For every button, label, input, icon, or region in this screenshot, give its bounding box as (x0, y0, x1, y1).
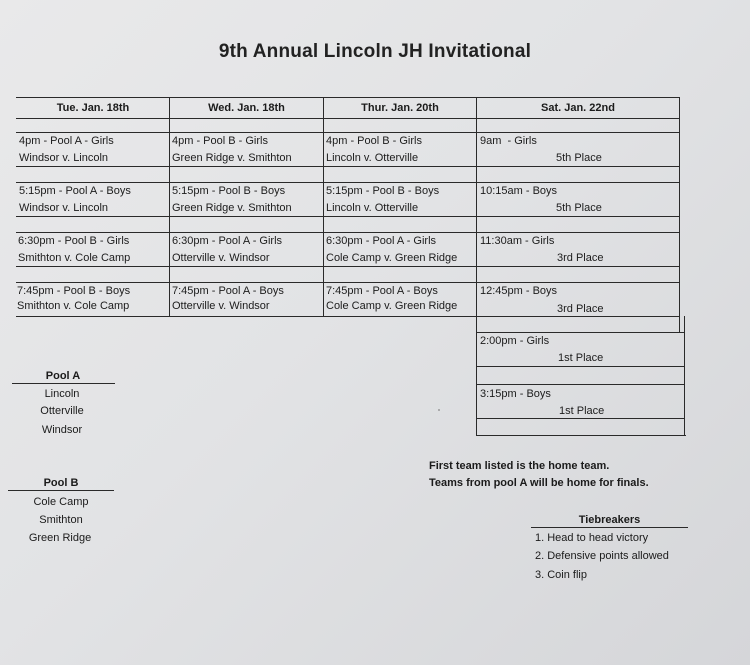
pool-team: Lincoln (44, 388, 80, 400)
game-matchup: Green Ridge v. Smithton (172, 202, 292, 214)
pool-team: Smithton (39, 514, 83, 526)
game-time: 4pm - Pool B - Girls (172, 135, 268, 147)
game-place: 3rd Place (557, 252, 604, 264)
grid-line (476, 332, 685, 333)
grid-line (16, 118, 679, 119)
tiebreaker-item: 2. Defensive points allowed (535, 550, 669, 562)
grid-line (169, 97, 170, 316)
paper-speck (438, 409, 440, 411)
game-place: 5th Place (556, 202, 602, 214)
grid-line (16, 282, 679, 283)
pool-a-heading: Pool A (45, 370, 81, 382)
pool-team: Cole Camp (33, 496, 89, 508)
game-time: 4pm - Pool B - Girls (326, 135, 422, 147)
game-matchup: Cole Camp v. Green Ridge (326, 300, 458, 312)
game-time: 3:15pm - Boys (480, 388, 551, 400)
pool-team: Green Ridge (28, 532, 92, 544)
game-time: 7:45pm - Pool A - Boys (172, 285, 284, 297)
grid-line (476, 97, 477, 436)
game-place: 5th Place (556, 152, 602, 164)
game-time: 5:15pm - Pool A - Boys (19, 185, 131, 197)
tiebreaker-item: 3. Coin flip (535, 569, 587, 581)
grid-line (16, 97, 679, 98)
game-matchup: Lincoln v. Otterville (326, 202, 419, 214)
grid-line (476, 366, 685, 367)
game-matchup: Smithton v. Cole Camp (18, 252, 131, 264)
day-header-wed: Wed. Jan. 18th (208, 102, 285, 114)
grid-line (16, 132, 679, 133)
grid-line (323, 97, 324, 316)
tiebreaker-item: 1. Head to head victory (535, 532, 649, 544)
game-matchup: Windsor v. Lincoln (19, 202, 109, 214)
game-matchup: Smithton v. Cole Camp (17, 300, 130, 312)
home-team-note: First team listed is the home team. (429, 460, 610, 472)
grid-line (16, 166, 679, 167)
grid-line (16, 216, 679, 217)
game-matchup: Otterville v. Windsor (172, 300, 270, 312)
game-matchup: Lincoln v. Otterville (326, 152, 419, 164)
day-header-sat: Sat. Jan. 22nd (541, 102, 615, 114)
pool-team: Otterville (40, 405, 84, 417)
game-time: 4pm - Pool A - Girls (19, 135, 114, 147)
game-matchup: Otterville v. Windsor (172, 252, 270, 264)
game-time: 5:15pm - Pool B - Boys (326, 185, 440, 197)
game-time: 2:00pm - Girls (480, 335, 550, 347)
game-time: 6:30pm - Pool B - Girls (18, 235, 130, 247)
grid-line (476, 384, 685, 385)
game-matchup: Green Ridge v. Smithton (172, 152, 292, 164)
game-matchup: Windsor v. Lincoln (19, 152, 109, 164)
pool-team: Windsor (41, 424, 83, 436)
game-time: 12:45pm - Boys (480, 285, 558, 297)
game-matchup: Cole Camp v. Green Ridge (326, 252, 458, 264)
grid-line (16, 266, 679, 267)
game-time: 7:45pm - Pool B - Boys (17, 285, 131, 297)
grid-line (684, 316, 685, 436)
game-time: 7:45pm - Pool A - Boys (326, 285, 438, 297)
game-place: 1st Place (558, 352, 604, 364)
day-header-thur: Thur. Jan. 20th (361, 102, 439, 114)
grid-line (16, 232, 679, 233)
day-header-tue: Tue. Jan. 18th (56, 102, 130, 114)
game-time: 11:30am - Girls (480, 235, 555, 247)
game-time: 10:15am - Boys (480, 185, 558, 197)
pool-b-underline (8, 490, 114, 491)
grid-line (476, 435, 686, 436)
grid-line (679, 97, 680, 332)
game-place: 1st Place (559, 405, 605, 417)
pool-b-heading: Pool B (43, 477, 79, 489)
page-title: 9th Annual Lincoln JH Invitational (218, 41, 532, 62)
game-time: 9am - Girls (480, 135, 537, 147)
pool-a-underline (12, 383, 115, 384)
finals-home-note: Teams from pool A will be home for finals. (429, 477, 649, 489)
grid-line (16, 316, 679, 317)
tiebreakers-heading: Tiebreakers (578, 514, 641, 526)
grid-line (476, 418, 685, 419)
grid-line (16, 182, 679, 183)
game-time: 6:30pm - Pool A - Girls (172, 235, 283, 247)
game-place: 3rd Place (557, 303, 604, 315)
tiebreakers-underline (531, 527, 688, 528)
game-time: 6:30pm - Pool A - Girls (326, 235, 437, 247)
game-time: 5:15pm - Pool B - Boys (172, 185, 286, 197)
